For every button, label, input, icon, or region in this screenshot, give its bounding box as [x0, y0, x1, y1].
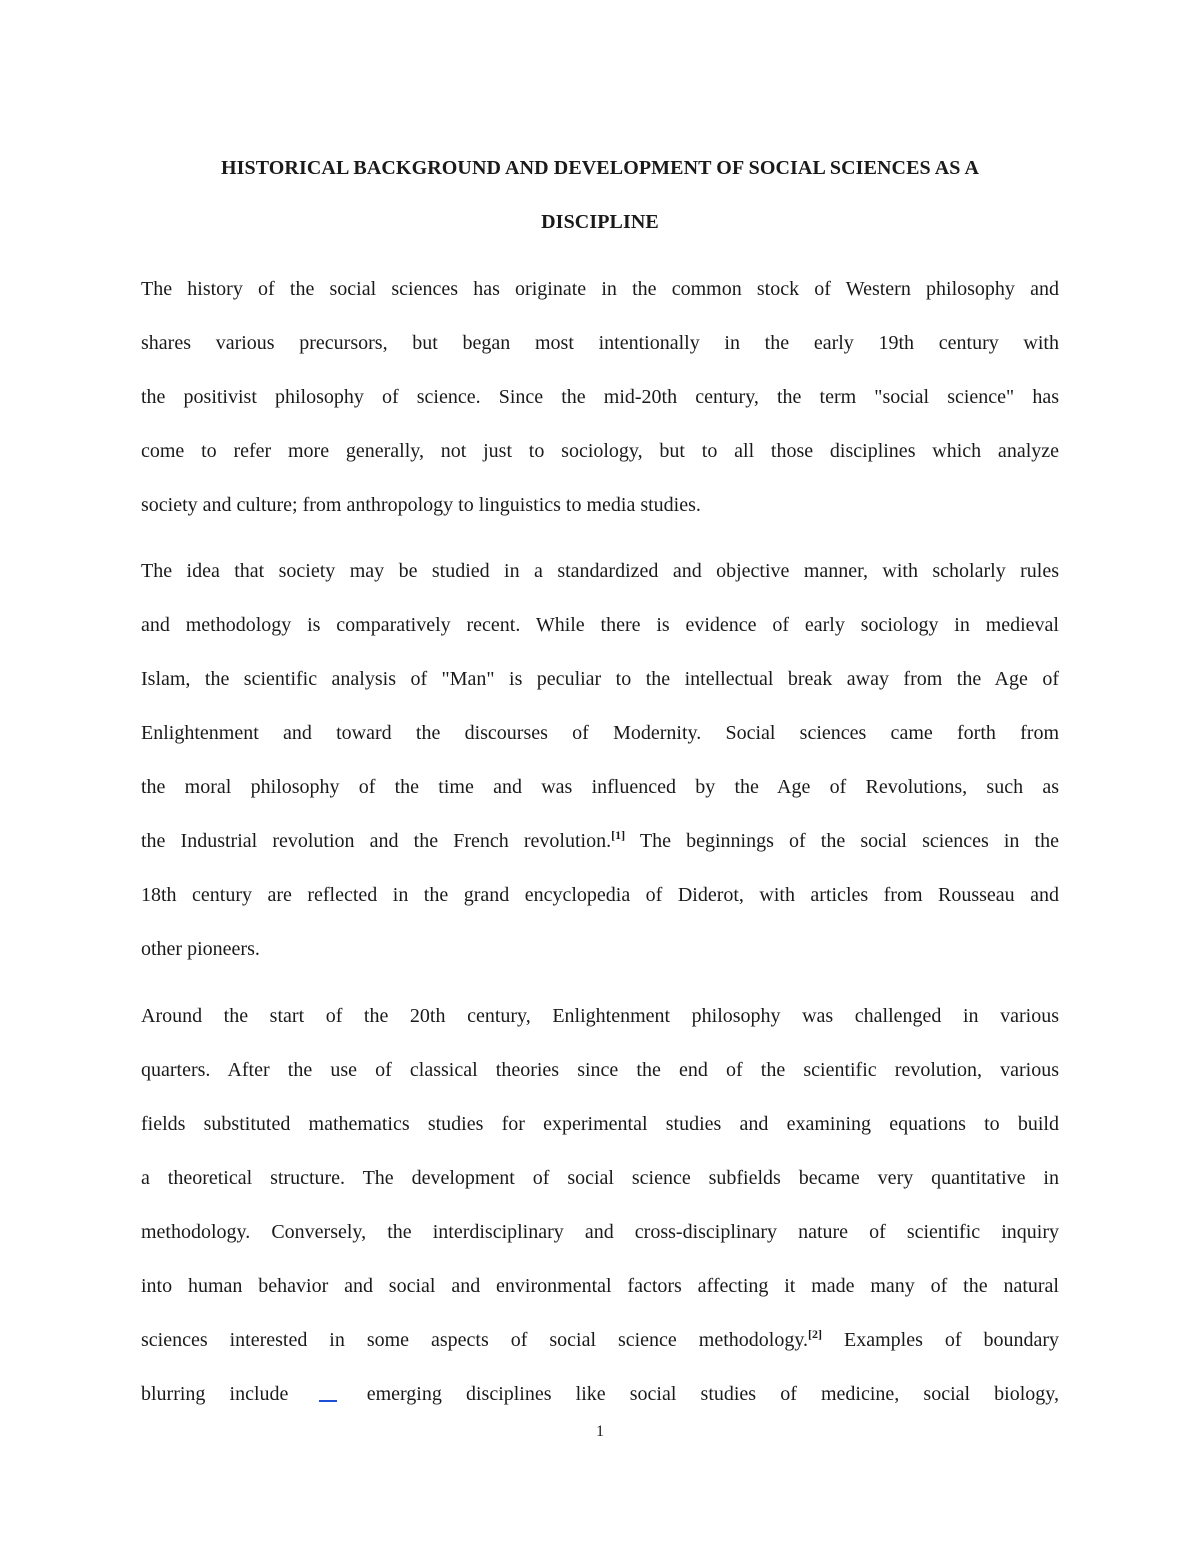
paragraph-line: and methodology is comparatively recent. While there is evidence of early sociology in medieval [141, 614, 1059, 636]
line-text: sciences interested in some aspects of social science methodology. [141, 1329, 809, 1351]
paragraph-line: The idea that society may be studied in a standardized and objective manner, with scholarly rules [141, 560, 1059, 582]
paragraph-line-with-link [141, 1382, 1059, 1406]
line-text: Examples of boundary [822, 1329, 1059, 1351]
paragraph-line-with-citation [141, 829, 1059, 853]
paragraph-line: Islam, the scientific analysis of "Man" is peculiar to the intellectual break away from the Age of [141, 668, 1059, 690]
paragraph-line: society and culture; from anthropology to linguistics to media studies. [141, 494, 701, 516]
citation-2-link[interactable]: [2] [808, 1327, 823, 1341]
line-text: emerging disciplines like social studies of medicine, social biology, [366, 1383, 1060, 1405]
paragraph-line-with-citation [141, 1328, 1059, 1352]
paragraph-line: 18th century are reflected in the grand encyclopedia of Diderot, with articles from Rousseau and [141, 884, 1059, 906]
paragraph-line: come to refer more generally, not just to sociology, but to all those disciplines which analyze [141, 440, 1059, 462]
page-number: 1 [596, 1423, 604, 1440]
paragraph-line: The history of the social sciences has originate in the common stock of Western philosophy and [141, 278, 1059, 300]
line-text: The beginnings of the social sciences in the [625, 830, 1059, 852]
paragraph-line: Around the start of the 20th century, Enlightenment philosophy was challenged in various [141, 1005, 1059, 1027]
blank-hyperlink[interactable] [319, 1386, 337, 1402]
paragraph-line: shares various precursors, but began most intentionally in the early 19th century with [141, 332, 1059, 354]
paragraph-line: Enlightenment and toward the discourses of Modernity. Social sciences came forth from [141, 722, 1059, 744]
paragraph-line: quarters. After the use of classical theories since the end of the scientific revolution, various [141, 1059, 1059, 1081]
citation-1-link[interactable]: [1] [611, 828, 626, 842]
paragraph-line: the positivist philosophy of science. Since the mid-20th century, the term "social science" has [141, 386, 1059, 408]
document-title-line-2: DISCIPLINE [541, 211, 659, 233]
paragraph-line: fields substituted mathematics studies for experimental studies and examining equations to build [141, 1113, 1059, 1135]
line-text: blurring include [141, 1383, 289, 1405]
line-text: the Industrial revolution and the French revolution. [141, 830, 612, 852]
document-title-line-1: HISTORICAL BACKGROUND AND DEVELOPMENT OF SOCIAL SCIENCES AS A [220, 157, 980, 179]
paragraph-line: other pioneers. [141, 938, 260, 960]
paragraph-line: a theoretical structure. The development of social science subfields became very quantitative in [141, 1167, 1059, 1189]
paragraph-line: into human behavior and social and environmental factors affecting it made many of the natural [141, 1275, 1059, 1297]
paragraph-line: the moral philosophy of the time and was influenced by the Age of Revolutions, such as [141, 776, 1059, 798]
paragraph-line: methodology. Conversely, the interdisciplinary and cross-disciplinary nature of scientific inquiry [141, 1221, 1059, 1243]
